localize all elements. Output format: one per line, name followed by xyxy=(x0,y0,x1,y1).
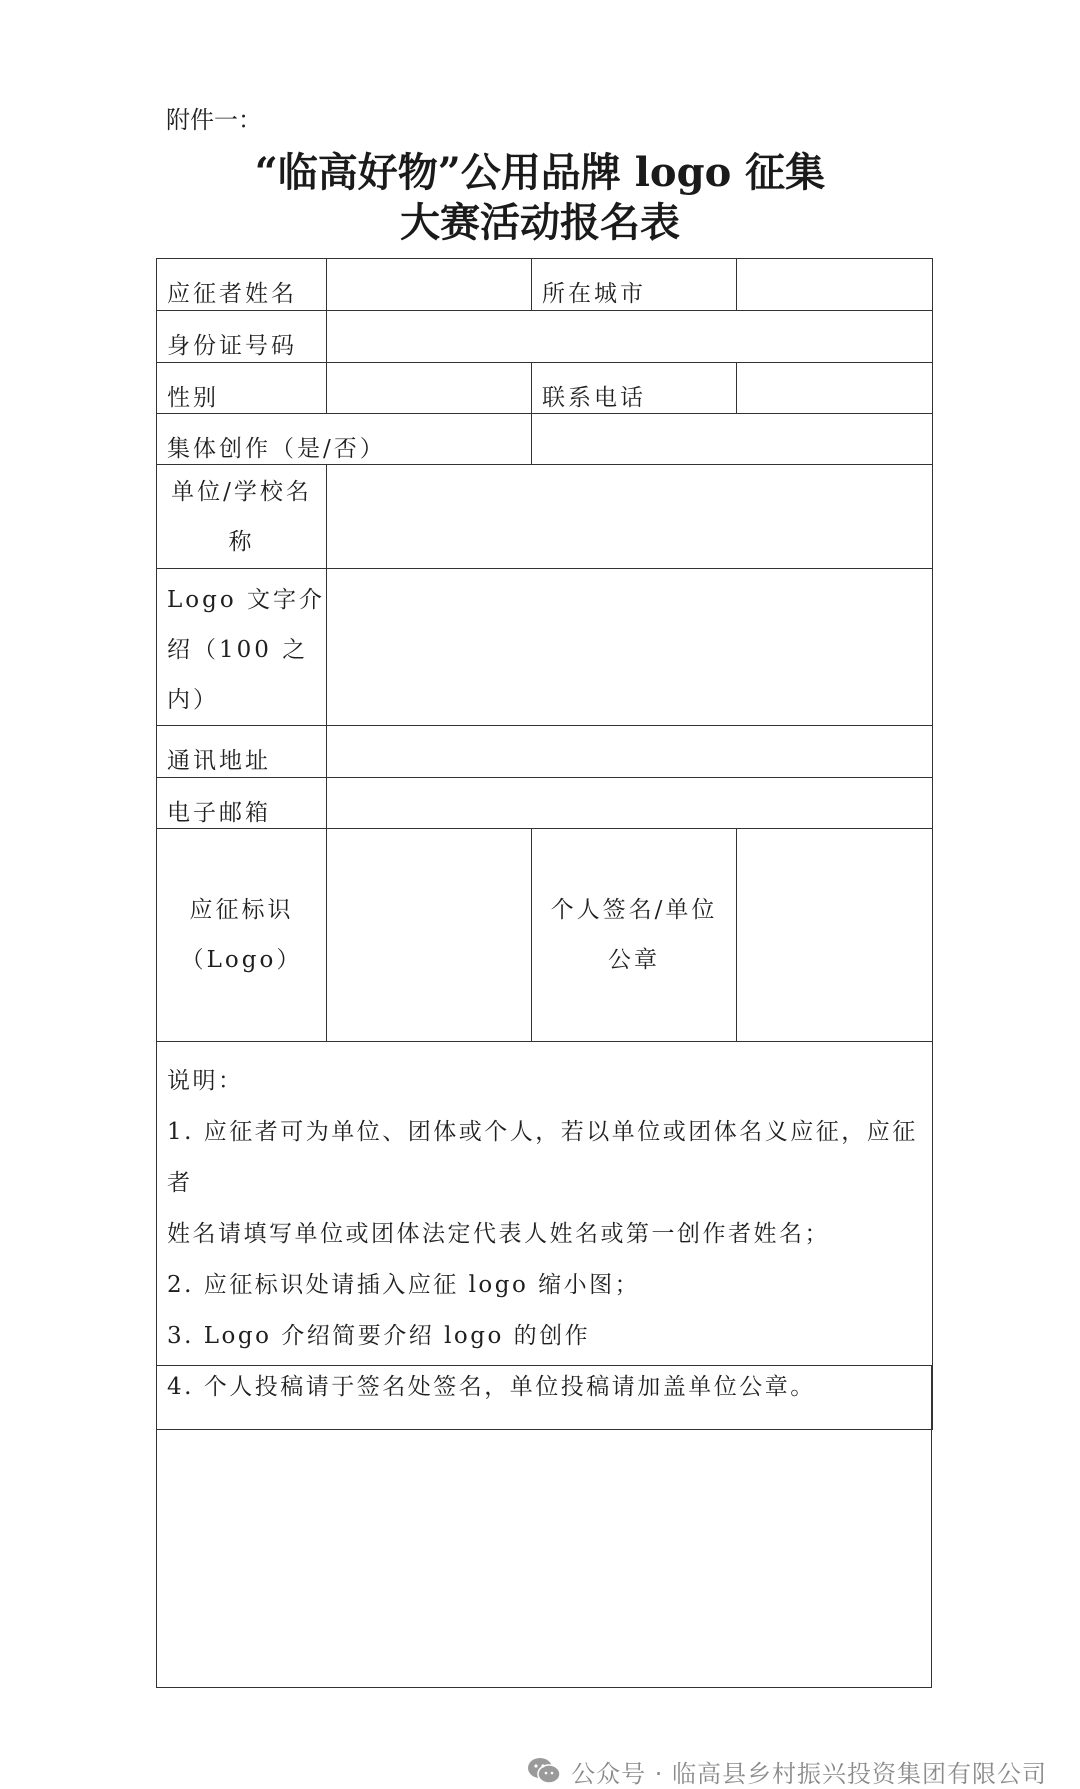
applicant-name-label: 应征者姓名 xyxy=(157,259,327,311)
footer-watermark xyxy=(527,1756,1047,1786)
phone-field[interactable] xyxy=(737,363,933,414)
logo-mark-label-line2: （Logo） xyxy=(180,947,303,973)
form-title-line1: “临高好物”公用品牌 logo 征集 xyxy=(254,149,826,196)
gender-field[interactable] xyxy=(327,363,532,414)
signature-label xyxy=(532,829,737,1042)
phone-label: 联系电话 xyxy=(532,363,737,414)
notes-line: 1. 应征者可为单位、团体或个人，若以单位或团体名义应征，应征者 xyxy=(167,1119,918,1196)
table-row xyxy=(157,569,933,726)
attachment-label: 附件一： xyxy=(166,106,262,134)
org-label-line1: 单位/学校名 xyxy=(171,478,312,505)
signature-field[interactable] xyxy=(737,829,933,1042)
logo-mark-label xyxy=(157,829,327,1042)
notes-line: 4. 个人投稿请于签名处签名，单位投稿请加盖单位公章。 xyxy=(167,1374,816,1400)
logo-text-label-line2: 绍（100 之内） xyxy=(167,637,309,713)
table-row xyxy=(157,726,933,778)
table-row xyxy=(157,778,933,829)
org-label-line2: 称 xyxy=(228,528,255,555)
email-field[interactable] xyxy=(327,778,933,829)
collective-label: 集体创作（是/否） xyxy=(157,414,532,465)
notes-line: 3. Logo 介绍简要介绍 logo 的创作 xyxy=(167,1323,591,1349)
wechat-icon xyxy=(527,1757,561,1785)
table-row xyxy=(157,363,933,414)
email-label: 电子邮箱 xyxy=(157,778,327,829)
logo-text-field[interactable] xyxy=(327,569,933,726)
collective-field[interactable] xyxy=(532,414,933,465)
signature-label-line2: 公章 xyxy=(608,947,660,973)
table-row xyxy=(157,465,933,569)
table-row xyxy=(157,259,933,311)
org-label xyxy=(157,465,327,569)
logo-text-label xyxy=(157,569,327,726)
signature-label-line1: 个人签名/单位 xyxy=(550,897,718,923)
logo-text-label-line1: Logo 文字介 xyxy=(167,587,326,613)
logo-mark-label-line1: 应征标识 xyxy=(189,897,294,923)
city-field[interactable] xyxy=(737,259,933,311)
table-row xyxy=(157,311,933,363)
id-number-label: 身份证号码 xyxy=(157,311,327,363)
org-field[interactable] xyxy=(327,465,933,569)
notes-line: 2. 应征标识处请插入应征 logo 缩小图； xyxy=(167,1272,641,1298)
applicant-name-field[interactable] xyxy=(327,259,532,311)
footer-text: 公众号 · 临高县乡村振兴投资集团有限公司 xyxy=(571,1759,1047,1788)
id-number-field[interactable] xyxy=(327,311,933,363)
form-title-line2: 大赛活动报名表 xyxy=(400,199,680,246)
table-row xyxy=(157,829,933,1042)
address-field[interactable] xyxy=(327,726,933,778)
registration-form-table xyxy=(156,258,933,1430)
blank-box xyxy=(156,1365,932,1688)
gender-label: 性别 xyxy=(157,363,327,414)
notes-line: 姓名请填写单位或团体法定代表人姓名或第一创作者姓名； xyxy=(167,1221,830,1247)
logo-mark-field[interactable] xyxy=(327,829,532,1042)
notes-heading: 说明： xyxy=(167,1068,244,1094)
city-label: 所在城市 xyxy=(532,259,737,311)
address-label: 通讯地址 xyxy=(157,726,327,778)
table-row xyxy=(157,414,933,465)
